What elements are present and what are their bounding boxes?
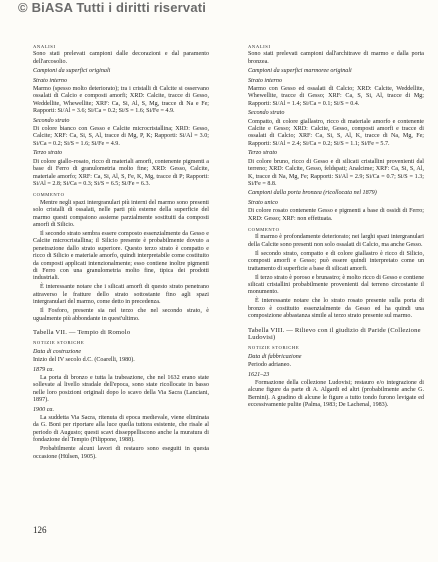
paragraph: Di colore bianco con Gesso e Calcite microcristallina; XRD: Gesso, Calcite; XRF: Ca, Si, S, Al, tracce di Mg, P, K; Rapporti: Si/Al = 3.0; Si/Ca = 0.2; Si/S = 1.6; Si/Fe = 4.9.	[33, 126, 209, 147]
copyright-banner	[0, 0, 438, 16]
subheading: 1621–23	[248, 371, 270, 378]
paragraph: Di colore giallo-rosato, ricco di materiali amorfi, contenente pigmenti a base di Ferro di granulometria molto fine; XRD: Gesso, Calcite, materiale amorfo; XRF: Ca, Si, Al, S, Fe, K, Mg, tracce di P; Rapporti: Si/Al = 2.8; Si/Ca = 0.3; Si/S = 6.5; Si/Fe = 6.3.	[33, 158, 209, 187]
paragraph: Mentre negli spazi intergranulari più interni del marmo sono presenti solo cristalli di ossalati, nelle parti più esterne della superficie del marmo questi compaiono assieme parzialmente sostituiti da composti amorfi di Silicio.	[33, 199, 209, 228]
paragraph: Periodo adrianeo.	[248, 362, 291, 369]
subheading: Campioni da superfici originali	[33, 68, 111, 75]
paragraph: Il secondo strato sembra essere composto essenzialmente da Gesso e Calcite microcristallina; il Silicio presente è probabilmente dovuto a penetrazione dallo strato superiore. Questo terzo strato è compatto e ricco di Silicio e materiale amorfo, quindi interpretabile come costituito da composti applicati intenzionalmente; esso contiene inoltre pigmenti di Ferro con una granulometria molto fine, tipica dei prodotti industriali.	[33, 230, 209, 282]
subheading: 1879 ca.	[33, 366, 54, 373]
subheading: Terzo strato	[33, 150, 63, 157]
paragraph: Il terzo strato è poroso e brunastro; è molto ricco di Gesso e contiene silicati cristallini probabilmente provenienti dal terreno circostante il monumento.	[248, 274, 424, 296]
section-label: COMMENTO	[248, 226, 280, 232]
paragraph: Probabilmente alcuni lavori di restauro sono eseguiti in questa occasione (Hülsen, 1905).	[33, 446, 209, 460]
paragraph: Inizio del IV secolo d.C. (Coarelli, 1980).	[33, 357, 135, 364]
subheading: 1900 ca.	[33, 406, 54, 413]
right-column	[248, 40, 424, 411]
paragraph: Di colore bruno, ricco di Gesso e di silicati cristallini provenienti dal terreno; XRD: Calcite, Gesso, feldspati; Analcime; XRF: Ca, Si, S, Al, K, tracce di Na, Mg, Fe; Rapporti: Si/Al = 2.9; Si/Ca = 0.7; Si/S = 1.3; Si/Fe = 8.8.	[248, 158, 424, 187]
subheading: Strato interno	[248, 77, 283, 84]
subheading: Secondo strato	[33, 117, 70, 124]
paragraph: Di colore rosato contenente Gesso e pigmenti a base di ossidi di Ferro; XRD: Gesso; XRF: non effettuata.	[248, 208, 424, 222]
paragraph: Marmo con Gesso ed ossalati di Calcio; XRD: Calcite, Weddellite, Whewellite, tracce di Gesso; XRF: Ca, S, Si, Al, tracce di Mg; Rapporti: Si/Al = 1.4; Si/Ca = 0.1; Si/S = 0.4.	[248, 86, 424, 107]
table-title: Tabella VII. — Tempio di Romolo	[33, 329, 131, 336]
paragraph: È interessante notare che i silicati amorfi di questo strato penetrano attraverso le fratture dello strato sottostante fino agli spazi intergranulari del marmo, come detto in precedenza.	[33, 284, 209, 306]
left-column	[33, 40, 209, 463]
paragraph: Il Fosforo, presente sia nel terzo che nel secondo strato, è ugualmente più abbondante in quest'ultimo.	[33, 308, 209, 322]
paragraph: Sono stati prelevati campioni dall'architrave di marmo e dalla porta bronzea.	[248, 51, 424, 65]
paragraph: Il secondo strato, compatto e di colore giallastro è ricco di Silicio, composti amorfi e Gesso; può essere quindi interpretato come un trattamento di superficie a base di silicati amorfi.	[248, 250, 424, 272]
paragraph: Formazione della collezione Ludovisi; restauro e/o integrazione di alcune figure da parte di A. Algardi ed altri (probabilmente anche G. Bernini). A gradino di alcune le figure a tutto tondo furono levigate ed eccessivamente pulite (Palma, 1983; De Lachenal, 1983).	[248, 380, 424, 409]
paragraph: Marmo (spesso molto deteriorato); tra i cristalli di Calcite si osservano ossalati di Calcio e composti amorfi; XRD: Calcite, tracce di Gesso, Weddellite, Whewellite; XRF: Ca, Si, Al, S, Mg, tracce di Na e Fe; Rapporti: Si/Al = 3.6; Si/Ca = 0.2; Si/S = 1.6; Si/Fe = 4.9.	[33, 86, 209, 115]
subheading: Campioni da superfici marmoree originali	[248, 68, 352, 75]
subheading: Strato interno	[33, 77, 68, 84]
subheading: Secondo strato	[248, 110, 285, 117]
paragraph: Il marmo è profondamente deteriorato; nei larghi spazi intergranulari della Calcite sono presenti non solo ossalati di Calcio, ma anche Gesso.	[248, 234, 424, 248]
paragraph: La porta di bronzo e tutta la trabeazione, che nel 1632 erano state sollevate al livello stradale dell'epoca, sono state ricollocate in basso nelle loro posizioni originali dopo lo scavo della Via Sacra (Lanciani, 1897).	[33, 375, 209, 404]
section-label: NOTIZIE STORICHE	[33, 340, 85, 346]
section-label: COMMENTO	[33, 192, 65, 198]
left-text-blocks	[33, 51, 209, 461]
right-text-blocks	[248, 51, 424, 409]
subheading: Data di costruzione	[33, 348, 82, 355]
paragraph: Sono stati prelevati campioni dalle decorazioni e dal paramento dell'arcosolio.	[33, 51, 209, 65]
left-heading: ANALISI	[33, 44, 56, 49]
subheading: Campioni dalla porta bronzea (ricollocata nel 1879)	[248, 190, 377, 197]
subheading: Terzo strato	[248, 150, 278, 157]
banner-text: © BiASA Tutti i diritti riservati	[18, 0, 207, 15]
subheading: Strato unico	[248, 199, 278, 206]
paragraph: È interessante notare che lo strato rosato presente sulla porta di bronzo è costituito essenzialmente da Gesso ed ha quindi una composizione abbastanza simile al terzo strato presente sul marmo.	[248, 298, 424, 320]
right-heading: ANALISI	[248, 44, 271, 49]
table-title: Tabella VIII. — Rilievo con il giudizio di Paride (Collezione Ludovisi)	[248, 326, 421, 341]
paragraph: La suddetta Via Sacra, ritenuta di epoca medievale, viene eliminata da G. Boni per riportare alla luce quella tuttora esistente, che risale al periodo di Augusto; questi scavi disseppelliscono anche la muratura di fondazione del Tempio (Filippone, 1988).	[33, 415, 209, 444]
page-number: 126	[33, 525, 47, 535]
section-label: NOTIZIE STORICHE	[248, 345, 300, 351]
subheading: Data di fabbricazione	[248, 353, 302, 360]
paragraph: Compatto, di colore giallastro, ricco di materiale amorfo e contenente Calcite e Gesso; XRD: Calcite, Gesso, composti amorfi e tracce di ossalati di Calcio; XRF: Ca, Si, S, Al, K, tracce di Na, Mg, Fe; Rapporti: Si/Al = 2.4; Si/Ca = 0.2; Si/S = 1.1; Si/Fe = 5.7.	[248, 118, 424, 147]
